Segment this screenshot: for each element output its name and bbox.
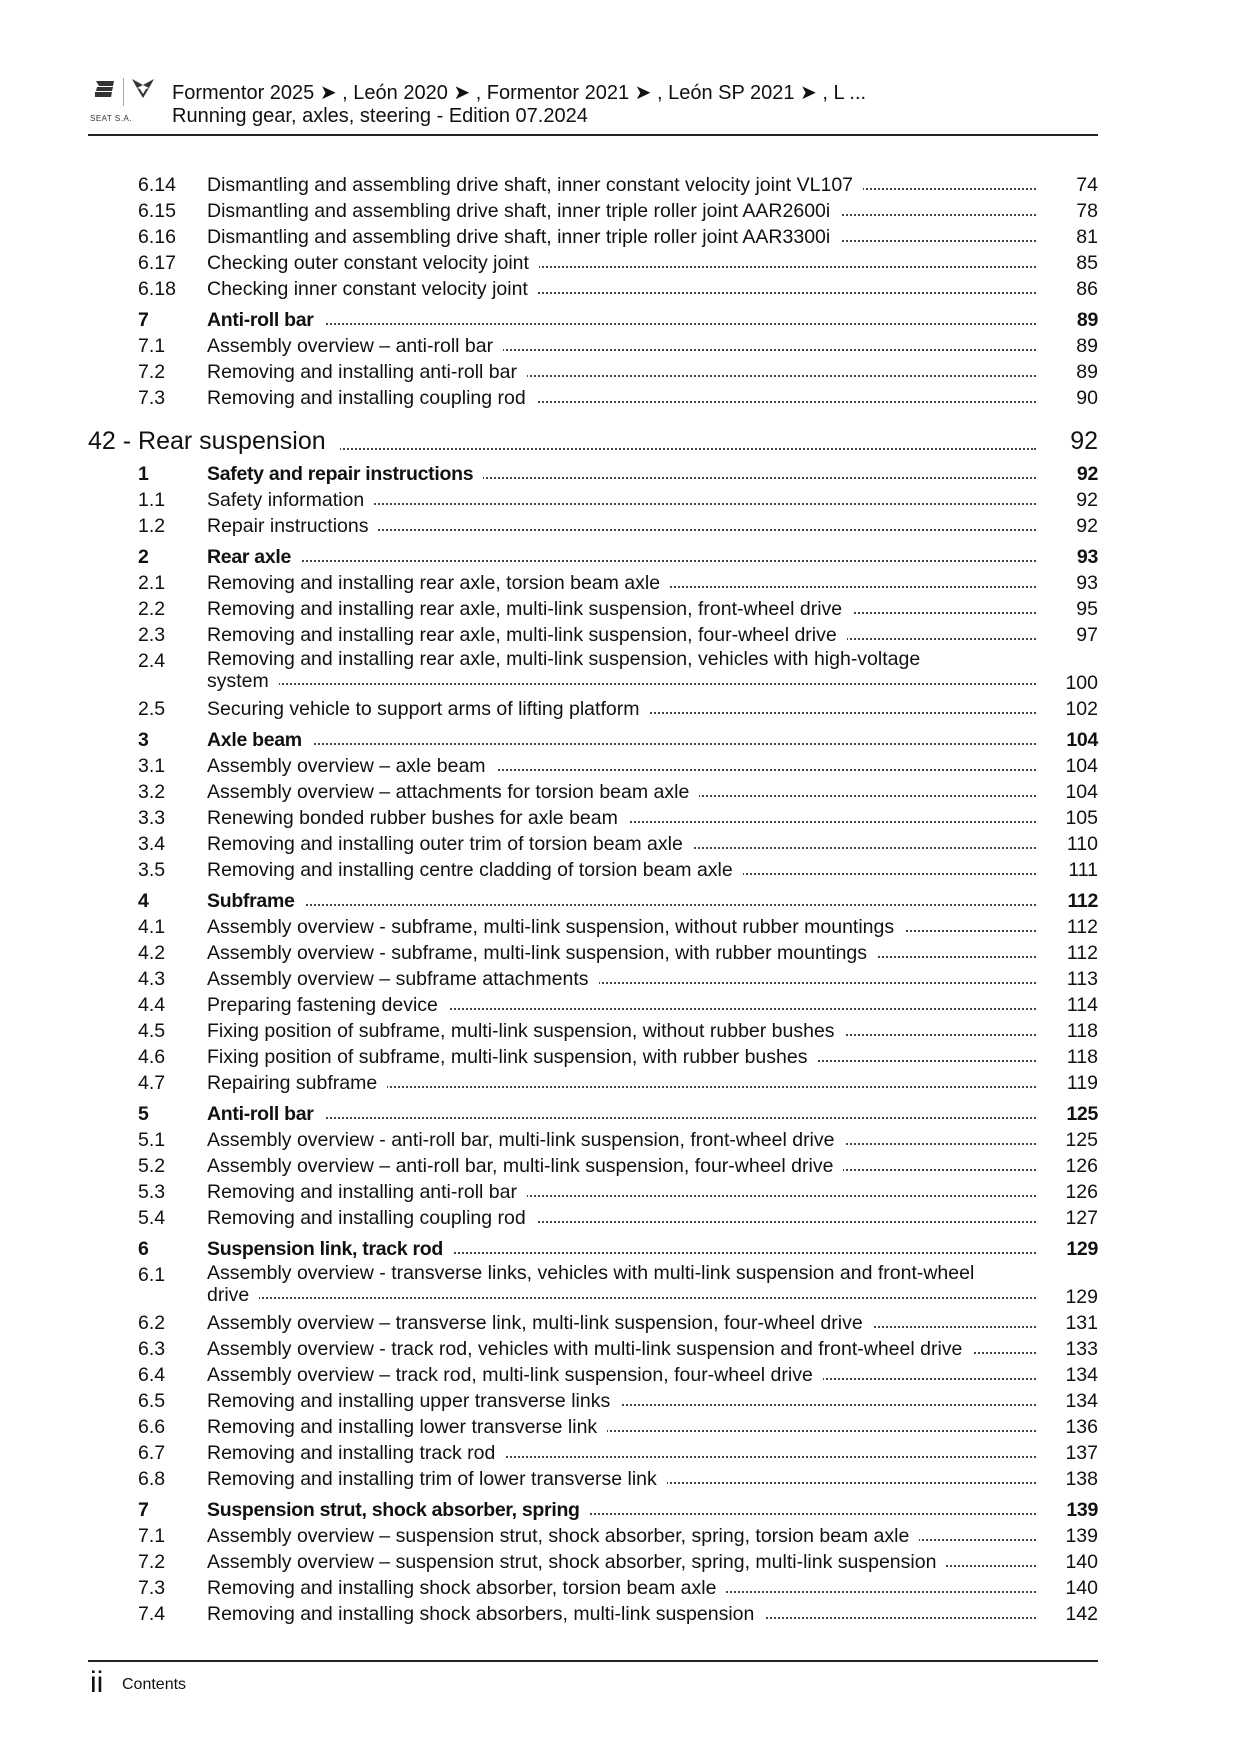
entry-page: 118 [1066, 1020, 1098, 1042]
entry-title-wrap [207, 805, 1036, 831]
entry-number: 6.14 [138, 174, 176, 196]
entry-number: 3.1 [138, 755, 166, 777]
toc-entry[interactable] [88, 1179, 1098, 1205]
toc-chapter[interactable] [88, 727, 1098, 753]
entry-page: 133 [1065, 1338, 1098, 1360]
entry-title-wrap [207, 1549, 1036, 1575]
entry-page: 125 [1065, 1129, 1098, 1151]
entry-title-wrap [207, 1236, 1036, 1262]
entry-title-wrap [207, 1044, 1036, 1070]
entry-page: 104 [1065, 781, 1098, 803]
toc-entry[interactable] [88, 648, 1098, 696]
entry-page: 131 [1065, 1312, 1098, 1334]
entry-title-wrap [207, 1414, 1036, 1440]
entry-number: 7.3 [138, 387, 166, 409]
entry-page: 111 [1068, 859, 1098, 881]
entry-page: 113 [1066, 968, 1098, 990]
entry-number: 4.6 [138, 1046, 166, 1068]
entry-title: Removing and installing upper transverse links [207, 1390, 620, 1412]
entry-number: 6.8 [138, 1468, 166, 1490]
entry-number: 6.4 [138, 1364, 166, 1386]
page-number: ii [90, 1666, 104, 1699]
toc-chapter[interactable] [88, 888, 1098, 914]
entry-number: 6.18 [138, 278, 176, 300]
toc-entry[interactable] [88, 198, 1098, 224]
entry-title: Anti-roll bar [207, 309, 324, 331]
entry-number: 6.6 [138, 1416, 166, 1438]
toc-part-rear-suspension[interactable] [88, 421, 1098, 461]
entry-title-wrap [207, 1205, 1036, 1231]
toc-entry[interactable] [88, 1018, 1098, 1044]
entry-page: 86 [1076, 278, 1098, 300]
entry-title-wrap [207, 1466, 1036, 1492]
entry-page: 134 [1065, 1390, 1098, 1412]
entry-title-wrap [207, 753, 1036, 779]
entry-number: 7.1 [138, 335, 166, 357]
entry-title-wrap [207, 1575, 1036, 1601]
entry-title: Anti-roll bar [207, 1103, 324, 1125]
entry-page: 104 [1065, 755, 1098, 777]
entry-number: 2.5 [138, 698, 166, 720]
toc-entry[interactable] [88, 224, 1098, 250]
entry-page: 126 [1065, 1181, 1098, 1203]
entry-page: 81 [1076, 226, 1098, 248]
entry-title: Assembly overview - track rod, vehicles with multi-link suspension and front-wheel drive [207, 1338, 972, 1360]
entry-title: Fixing position of subframe, multi-link suspension, with rubber bushes [207, 1046, 817, 1068]
entry-page: 89 [1076, 361, 1098, 383]
entry-title: Suspension strut, shock absorber, spring [207, 1499, 590, 1521]
entry-number: 6 [138, 1238, 149, 1260]
entry-title-wrap [207, 1388, 1036, 1414]
toc-entry[interactable] [88, 1388, 1098, 1414]
entry-title: Removing and installing rear axle, multi-link suspension, vehicles with high-voltage [207, 648, 921, 670]
entry-number: 6.2 [138, 1312, 166, 1334]
entry-number: 7.4 [138, 1603, 166, 1625]
entry-title-wrap [207, 1153, 1036, 1179]
entry-title: Renewing bonded rubber bushes for axle beam [207, 807, 628, 829]
entry-page: 127 [1065, 1207, 1098, 1229]
entry-title: Dismantling and assembling drive shaft, inner triple roller joint AAR2600i [207, 200, 840, 222]
toc-entry[interactable] [88, 1262, 1098, 1310]
entry-title-wrap [207, 596, 1036, 622]
entry-number: 1 [138, 463, 149, 485]
entry-number: 7 [138, 309, 149, 331]
entry-title: Removing and installing rear axle, torsion beam axle [207, 572, 670, 594]
entry-title-wrap [207, 276, 1036, 302]
entry-title: Preparing fastening device [207, 994, 448, 1016]
entry-title-wrap [207, 172, 1036, 198]
entry-number: 6.7 [138, 1442, 166, 1464]
entry-number: 4.1 [138, 916, 166, 938]
entry-number: 6.5 [138, 1390, 166, 1412]
entry-title: Subframe [207, 890, 305, 912]
entry-title: Removing and installing rear axle, multi-link suspension, four-wheel drive [207, 624, 847, 646]
entry-title-wrap [207, 1101, 1036, 1127]
toc-entry[interactable] [88, 1205, 1098, 1231]
entry-title-continued: system [207, 670, 279, 692]
toc-entry[interactable] [88, 1127, 1098, 1153]
entry-number: 2 [138, 546, 149, 568]
entry-page: 105 [1065, 807, 1098, 829]
entry-title: Assembly overview - anti-roll bar, multi-link suspension, front-wheel drive [207, 1129, 845, 1151]
entry-number: 2.3 [138, 624, 166, 646]
entry-title: Assembly overview - subframe, multi-link suspension, with rubber mountings [207, 942, 877, 964]
entry-title: Securing vehicle to support arms of lifting platform [207, 698, 649, 720]
cupra-logo-icon [132, 79, 154, 99]
entry-title: Rear axle [207, 546, 301, 568]
entry-title: Axle beam [207, 729, 312, 751]
toc-entry[interactable] [88, 831, 1098, 857]
entry-page: 134 [1065, 1364, 1098, 1386]
entry-page: 118 [1066, 1046, 1098, 1068]
entry-page: 137 [1065, 1442, 1098, 1464]
toc-chapter[interactable] [88, 1236, 1098, 1262]
entry-title-wrap [207, 727, 1036, 753]
entry-number: 4.5 [138, 1020, 166, 1042]
toc-entry[interactable] [88, 622, 1098, 648]
entry-page: 89 [1076, 309, 1098, 331]
part-title: 42 - Rear suspension [88, 427, 340, 455]
entry-number: 5.2 [138, 1155, 166, 1177]
entry-number: 3.5 [138, 859, 166, 881]
toc-entry[interactable] [88, 753, 1098, 779]
entry-title: Removing and installing shock absorbers, multi-link suspension [207, 1603, 764, 1625]
entry-number: 4 [138, 890, 149, 912]
entry-title: Repair instructions [207, 515, 378, 537]
entry-page: 104 [1066, 729, 1098, 751]
toc-chapter[interactable] [88, 544, 1098, 570]
entry-number: 1.1 [138, 489, 166, 511]
entry-title: Assembly overview – attachments for torsion beam axle [207, 781, 699, 803]
entry-title: Removing and installing coupling rod [207, 1207, 536, 1229]
page-header [88, 72, 1098, 136]
entry-title: Removing and installing anti-roll bar [207, 361, 527, 383]
entry-title: Assembly overview – track rod, multi-link suspension, four-wheel drive [207, 1364, 823, 1386]
toc-entry[interactable] [88, 696, 1098, 722]
entry-title-wrap [207, 1336, 1036, 1362]
entry-page: 93 [1076, 572, 1098, 594]
entry-page: 114 [1066, 994, 1098, 1016]
entry-title: Removing and installing rear axle, multi-link suspension, front-wheel drive [207, 598, 852, 620]
entry-page: 92 [1076, 489, 1098, 511]
entry-page: 139 [1066, 1499, 1098, 1521]
toc-entry[interactable] [88, 1414, 1098, 1440]
entry-title-wrap [207, 544, 1036, 570]
entry-number: 6.1 [138, 1264, 166, 1286]
part-page: 92 [1070, 427, 1098, 455]
entry-page: 100 [1065, 672, 1098, 694]
entry-number: 5.4 [138, 1207, 166, 1229]
entry-title: Removing and installing outer trim of torsion beam axle [207, 833, 693, 855]
entry-title: Dismantling and assembling drive shaft, inner constant velocity joint VL107 [207, 174, 863, 196]
toc-entry[interactable] [88, 596, 1098, 622]
entry-title-wrap [207, 1262, 1036, 1306]
entry-page: 92 [1076, 463, 1098, 485]
entry-title-wrap [207, 461, 1036, 487]
entry-page: 112 [1067, 890, 1098, 912]
entry-number: 3.2 [138, 781, 166, 803]
entry-title: Assembly overview – suspension strut, shock absorber, spring, multi-link suspension [207, 1551, 946, 1573]
entry-number: 4.3 [138, 968, 166, 990]
toc-entry[interactable] [88, 333, 1098, 359]
entry-page: 142 [1065, 1603, 1098, 1625]
entry-title: Removing and installing shock absorber, torsion beam axle [207, 1577, 726, 1599]
toc-entry[interactable] [88, 487, 1098, 513]
toc-chapter[interactable] [88, 1497, 1098, 1523]
entry-page: 139 [1065, 1525, 1098, 1547]
entry-title-wrap [207, 1070, 1036, 1096]
entry-title-wrap [207, 1362, 1036, 1388]
entry-number: 2.1 [138, 572, 166, 594]
entry-title: Assembly overview - subframe, multi-link suspension, without rubber mountings [207, 916, 904, 938]
toc-entry[interactable] [88, 1044, 1098, 1070]
entry-title-wrap [207, 385, 1036, 411]
seat-logo-icon [94, 80, 116, 98]
entry-number: 3.3 [138, 807, 166, 829]
toc-entry[interactable] [88, 1549, 1098, 1575]
entry-title: Suspension link, track rod [207, 1238, 453, 1260]
entry-page: 138 [1065, 1468, 1098, 1490]
toc-entry[interactable] [88, 779, 1098, 805]
entry-number: 7 [138, 1499, 149, 1521]
entry-page: 129 [1065, 1286, 1098, 1308]
entry-number: 7.1 [138, 1525, 166, 1547]
entry-title: Checking inner constant velocity joint [207, 278, 538, 300]
toc-entry[interactable] [88, 1310, 1098, 1336]
toc-entry[interactable] [88, 513, 1098, 539]
logo-divider [123, 78, 124, 106]
entry-title-wrap [207, 992, 1036, 1018]
toc-entry[interactable] [88, 1362, 1098, 1388]
entry-number: 5 [138, 1103, 149, 1125]
toc-entry[interactable] [88, 359, 1098, 385]
entry-title: Removing and installing coupling rod [207, 387, 536, 409]
entry-title-wrap [207, 888, 1036, 914]
entry-title: Dismantling and assembling drive shaft, inner triple roller joint AAR3300i [207, 226, 840, 248]
entry-page: 102 [1065, 698, 1098, 720]
entry-title-wrap [207, 1601, 1036, 1627]
entry-title-wrap [207, 857, 1036, 883]
entry-title-wrap [207, 224, 1036, 250]
toc-entry[interactable] [88, 940, 1098, 966]
entry-title-wrap [207, 914, 1036, 940]
table-of-contents [88, 172, 1098, 1627]
entry-title: Safety and repair instructions [207, 463, 483, 485]
entry-title: Assembly overview – axle beam [207, 755, 496, 777]
entry-number: 6.15 [138, 200, 176, 222]
entry-number: 3 [138, 729, 149, 751]
brand-logos [90, 76, 162, 132]
entry-title: Fixing position of subframe, multi-link suspension, without rubber bushes [207, 1020, 845, 1042]
entry-title-wrap [207, 831, 1036, 857]
page-footer [88, 1660, 1098, 1699]
models-line: Formentor 2025 ➤ , León 2020 ➤ , Formentor 2021 ➤ , León SP 2021 ➤ , L ... [172, 82, 867, 104]
toc-entry[interactable] [88, 992, 1098, 1018]
entry-number: 3.4 [138, 833, 166, 855]
document-subtitle: Running gear, axles, steering - Edition 07.2024 [172, 105, 588, 127]
entry-title: Assembly overview - transverse links, vehicles with multi-link suspension and front-wheel [207, 1262, 975, 1284]
entry-title: Removing and installing centre cladding of torsion beam axle [207, 859, 743, 881]
toc-entry[interactable] [88, 805, 1098, 831]
entry-title-wrap [207, 198, 1036, 224]
entry-title: Assembly overview – transverse link, multi-link suspension, four-wheel drive [207, 1312, 873, 1334]
entry-title-wrap [207, 250, 1036, 276]
entry-page: 112 [1066, 942, 1098, 964]
entry-page: 85 [1076, 252, 1098, 274]
toc-entry[interactable] [88, 172, 1098, 198]
toc-entry[interactable] [88, 385, 1098, 411]
toc-entry[interactable] [88, 966, 1098, 992]
entry-page: 89 [1076, 335, 1098, 357]
entry-title: Removing and installing trim of lower transverse link [207, 1468, 667, 1490]
entry-title-wrap [207, 513, 1036, 539]
toc-entry[interactable] [88, 1601, 1098, 1627]
entry-number: 6.3 [138, 1338, 166, 1360]
entry-page: 125 [1066, 1103, 1098, 1125]
entry-number: 4.7 [138, 1072, 166, 1094]
entry-title-wrap [207, 487, 1036, 513]
entry-number: 7.2 [138, 361, 166, 383]
entry-page: 92 [1076, 515, 1098, 537]
entry-page: 74 [1076, 174, 1098, 196]
entry-page: 97 [1076, 624, 1098, 646]
entry-title-wrap [207, 940, 1036, 966]
entry-title-wrap [207, 1179, 1036, 1205]
entry-title-wrap [207, 1310, 1036, 1336]
entry-title-wrap [207, 1523, 1036, 1549]
entry-title: Assembly overview – suspension strut, shock absorber, spring, torsion beam axle [207, 1525, 919, 1547]
entry-page: 129 [1066, 1238, 1098, 1260]
entry-number: 5.3 [138, 1181, 166, 1203]
toc-entry[interactable] [88, 570, 1098, 596]
entry-page: 95 [1076, 598, 1098, 620]
entry-title: Assembly overview – anti-roll bar [207, 335, 503, 357]
entry-title-wrap [207, 1440, 1036, 1466]
entry-page: 110 [1066, 833, 1098, 855]
toc-chapter[interactable] [88, 461, 1098, 487]
entry-number: 7.3 [138, 1577, 166, 1599]
toc-entry[interactable] [88, 276, 1098, 302]
entry-title-wrap [207, 1497, 1036, 1523]
toc-entry[interactable] [88, 1440, 1098, 1466]
entry-page: 93 [1076, 546, 1098, 568]
toc-entry[interactable] [88, 1153, 1098, 1179]
footer-label: Contents [122, 1676, 187, 1693]
entry-title: Removing and installing anti-roll bar [207, 1181, 527, 1203]
entry-title-wrap [207, 779, 1036, 805]
entry-title-wrap [207, 359, 1036, 385]
toc-chapter[interactable] [88, 1101, 1098, 1127]
entry-page: 90 [1076, 387, 1098, 409]
entry-number: 1.2 [138, 515, 166, 537]
entry-page: 140 [1065, 1551, 1098, 1573]
entry-number: 5.1 [138, 1129, 166, 1151]
toc-chapter[interactable] [88, 307, 1098, 333]
toc-entry[interactable] [88, 1466, 1098, 1492]
entry-title-wrap [207, 622, 1036, 648]
entry-title: Removing and installing track rod [207, 1442, 505, 1464]
entry-number: 2.2 [138, 598, 166, 620]
entry-number: 4.2 [138, 942, 166, 964]
entry-number: 6.16 [138, 226, 176, 248]
toc-entry[interactable] [88, 1336, 1098, 1362]
entry-title-wrap [207, 570, 1036, 596]
entry-title-wrap [207, 648, 1036, 692]
toc-entry[interactable] [88, 250, 1098, 276]
entry-title: Removing and installing lower transverse link [207, 1416, 607, 1438]
entry-page: 78 [1076, 200, 1098, 222]
toc-entry[interactable] [88, 857, 1098, 883]
entry-title-wrap [207, 696, 1036, 722]
toc-entry[interactable] [88, 914, 1098, 940]
entry-page: 126 [1065, 1155, 1098, 1177]
entry-number: 7.2 [138, 1551, 166, 1573]
entry-title: Assembly overview – anti-roll bar, multi-link suspension, four-wheel drive [207, 1155, 843, 1177]
toc-entry[interactable] [88, 1575, 1098, 1601]
entry-title: Repairing subframe [207, 1072, 387, 1094]
entry-title-wrap [207, 1127, 1036, 1153]
brand-label: SEAT S.A. [90, 114, 132, 123]
entry-title-wrap [207, 307, 1036, 333]
entry-page: 140 [1065, 1577, 1098, 1599]
entry-page: 136 [1065, 1416, 1098, 1438]
entry-title-continued: drive [207, 1284, 259, 1306]
entry-number: 2.4 [138, 650, 166, 672]
entry-number: 4.4 [138, 994, 166, 1016]
entry-page: 112 [1066, 916, 1098, 938]
entry-title-wrap [207, 333, 1036, 359]
entry-title-wrap [207, 1018, 1036, 1044]
entry-title: Checking outer constant velocity joint [207, 252, 539, 274]
toc-entry[interactable] [88, 1070, 1098, 1096]
entry-number: 6.17 [138, 252, 176, 274]
entry-title-wrap [207, 966, 1036, 992]
entry-title: Safety information [207, 489, 374, 511]
toc-entry[interactable] [88, 1523, 1098, 1549]
entry-page: 119 [1066, 1072, 1098, 1094]
entry-title: Assembly overview – subframe attachments [207, 968, 599, 990]
